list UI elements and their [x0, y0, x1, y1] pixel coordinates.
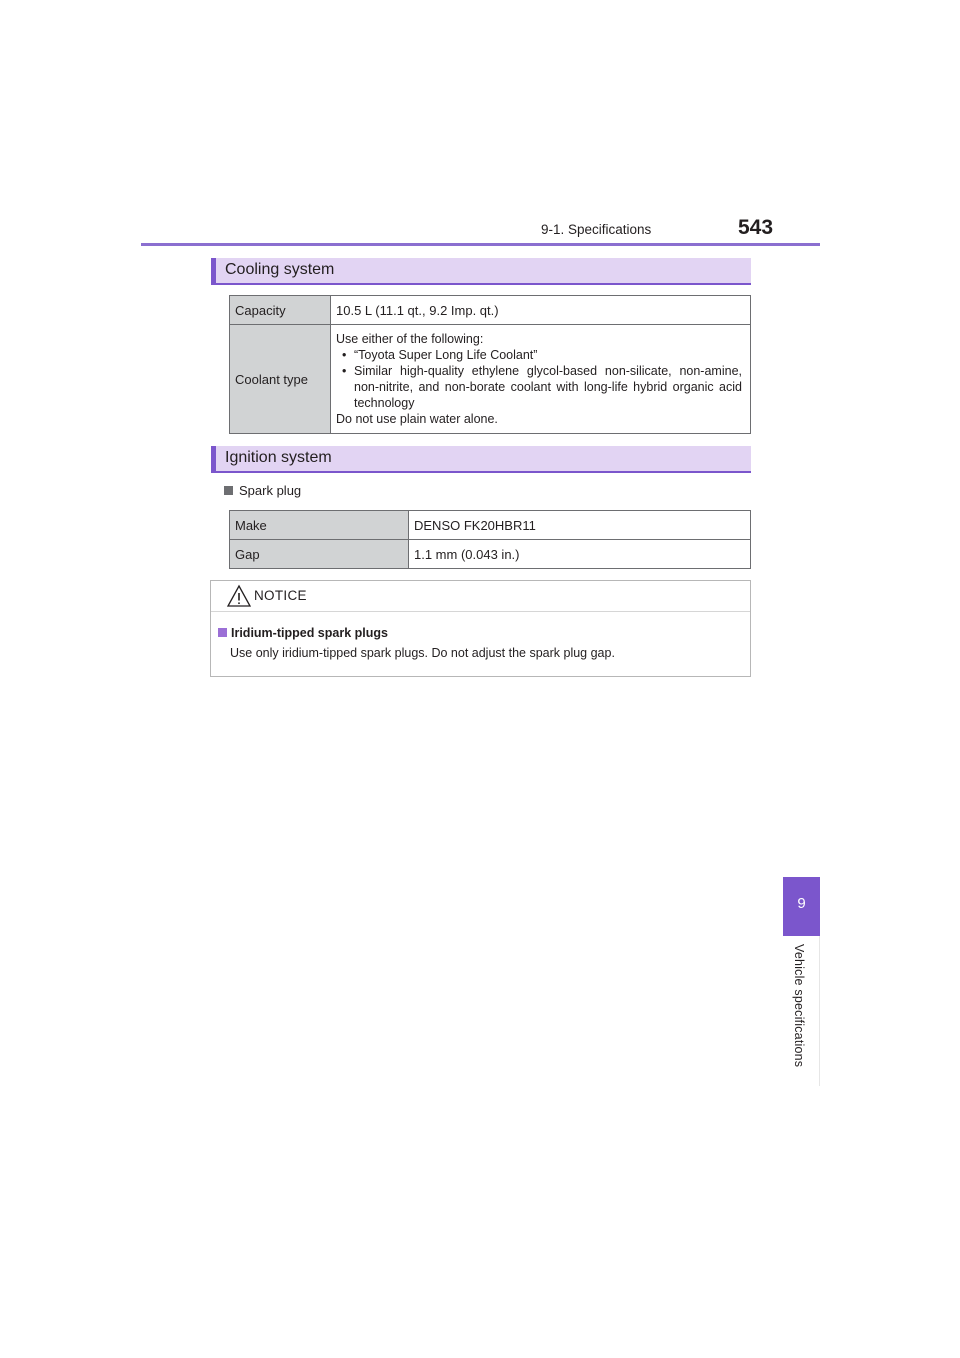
table-row	[230, 325, 751, 434]
cooling-system-heading	[211, 258, 751, 285]
make-value: DENSO FK20HBR11	[409, 511, 751, 540]
gap-value: 1.1 mm (0.043 in.)	[409, 540, 751, 569]
coolant-item: • Similar high-quality ethylene glycol-based non-silicate, non-amine, non-nitrite, and non-borate coolant with long-life hybrid organic acid technology	[336, 363, 742, 411]
chapter-label: Vehicle specifications	[792, 944, 806, 1068]
square-bullet-icon	[224, 486, 233, 495]
table-row	[230, 540, 751, 569]
table-row	[230, 511, 751, 540]
spark-plug-subheading	[224, 483, 301, 498]
notice-item-heading	[218, 626, 388, 640]
capacity-value: 10.5 L (11.1 qt., 9.2 Imp. qt.)	[331, 296, 751, 325]
coolant-type-value	[331, 325, 751, 434]
cooling-spec-table	[229, 295, 751, 434]
notice-box	[210, 580, 751, 677]
square-bullet-icon	[218, 628, 227, 637]
chapter-number: 9	[797, 895, 806, 912]
notice-item-heading-text: Iridium-tipped spark plugs	[231, 626, 388, 640]
spark-plug-subheading-text: Spark plug	[239, 483, 302, 498]
coolant-intro: Use either of the following:	[336, 332, 484, 346]
ignition-system-heading	[211, 446, 751, 473]
side-rule	[819, 936, 820, 1086]
ignition-system-heading-text: Ignition system	[225, 449, 332, 466]
make-label: Make	[230, 511, 409, 540]
table-row	[230, 296, 751, 325]
coolant-note: Do not use plain water alone.	[336, 412, 498, 426]
coolant-type-label: Coolant type	[230, 325, 331, 434]
header-rule	[141, 243, 820, 246]
running-header-section: 9-1. Specifications	[541, 222, 652, 237]
cooling-system-heading-text: Cooling system	[225, 261, 335, 278]
notice-item-text: Use only iridium-tipped spark plugs. Do not adjust the spark plug gap.	[230, 646, 615, 660]
chapter-tab	[783, 877, 820, 936]
warning-triangle-icon	[226, 584, 252, 608]
page-number: 543	[738, 216, 774, 239]
coolant-item: • “Toyota Super Long Life Coolant”	[336, 347, 742, 363]
capacity-label: Capacity	[230, 296, 331, 325]
gap-label: Gap	[230, 540, 409, 569]
spark-plug-table	[229, 510, 751, 569]
notice-header	[211, 581, 750, 612]
notice-title: NOTICE	[254, 588, 307, 603]
